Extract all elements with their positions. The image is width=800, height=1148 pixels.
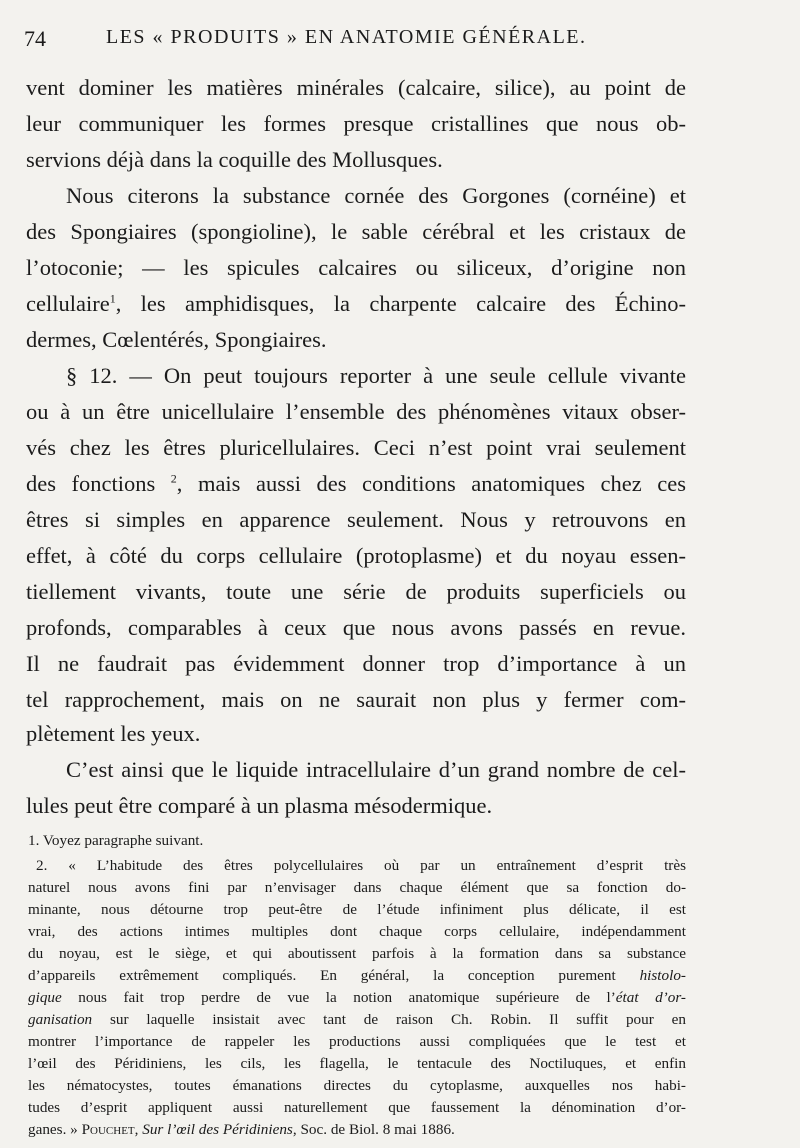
body-line-with-footnote-ref	[26, 290, 686, 318]
body-line: leur communiquer les formes presque cristallines que nous ob-	[26, 111, 686, 136]
footnote-2-citation-line: ganes. » Pouchet, Sur l’œil des Péridiniens, Soc. de Biol. 8 mai 1886.	[28, 1121, 455, 1138]
section-12-start: § 12. — On peut toujours reporter à une seule cellule vivante	[66, 363, 686, 388]
body-line-rest: , les amphidisques, la charpente calcaire des Échino-	[115, 291, 686, 316]
footnote-2-line: minante, nous détourne trop peut-être de l’étude infiniment plus délicate, il est	[28, 901, 686, 918]
body-line-with-footnote-ref	[26, 470, 686, 498]
body-line: dermes, Cœlentérés, Spongiaires.	[26, 327, 327, 352]
body-line: effet, à côté du corps cellulaire (protoplasme) et du noyau essen-	[26, 543, 686, 568]
footnote-2-line: du noyau, est le siège, et qui aboutissent parfois à la formation dans sa substance	[28, 945, 686, 962]
body-line: tiellement vivants, toute une série de produits superficiels ou	[26, 579, 686, 604]
running-head: LES « PRODUITS » EN ANATOMIE GÉNÉRALE.	[106, 26, 587, 48]
body-line-rest: , mais aussi des conditions anatomiques chez ces	[176, 471, 686, 496]
text: nous fait trop perdre de vue la notion anatomique supérieure de l’	[61, 989, 616, 1006]
body-line: êtres si simples en apparence seulement. Nous y retrouvons en	[26, 507, 686, 532]
footnote-1: 1. Voyez paragraphe suivant.	[28, 832, 204, 849]
text: ganes. »	[28, 1121, 82, 1138]
italic-term: état d’or-	[615, 989, 686, 1006]
footnote-2-line	[28, 965, 686, 986]
page-number: 74	[24, 26, 46, 51]
text: sur laquelle insistait avec tant de raison Ch. Robin. Il suffit pour en	[92, 1011, 686, 1028]
footnote-2-line: les nématocystes, toutes émanations directes du cytoplasme, auxquelles nos habi-	[28, 1077, 686, 1094]
body-line: vés chez les êtres pluricellulaires. Ceci n’est point vrai seulement	[26, 435, 686, 460]
italic-term: ganisation	[28, 1011, 93, 1028]
footnote-ref-1[interactable]: 1	[109, 291, 116, 306]
footnote-2-line	[28, 987, 686, 1008]
body-line: ou à un être unicellulaire l’ensemble des phénomènes vitaux obser-	[26, 399, 686, 424]
body-line: servions déjà dans la coquille des Mollusques.	[26, 147, 443, 172]
footnote-2-line: vrai, des actions intimes multiples dont chaque corps cellulaire, indépendamment	[28, 923, 686, 940]
word: des fonctions	[26, 471, 171, 496]
citation-title: Sur l’œil des Péridiniens	[142, 1121, 293, 1138]
footnote-2-line: tudes d’esprit appliquent aussi naturellement que faussement la dénomination d’or-	[28, 1099, 686, 1116]
footnote-2-line	[28, 1009, 686, 1030]
page-header	[24, 26, 624, 60]
body-line: des Spongiaires (spongioline), le sable cérébral et les cristaux de	[26, 219, 686, 244]
citation-author: Pouchet	[81, 1121, 135, 1138]
footnote-ref-2[interactable]: 2	[170, 471, 177, 486]
italic-term: gique	[28, 989, 62, 1006]
body-line: Il ne faudrait pas évidemment donner trop d’importance à un	[26, 651, 686, 676]
body-line: plètement les yeux.	[26, 721, 201, 746]
word: cellulaire	[26, 291, 110, 316]
italic-term: histolo-	[639, 967, 686, 984]
footnote-2-line: naturel nous avons fini par n’envisager dans chaque élément que sa fonction do-	[28, 879, 686, 896]
body-line: vent dominer les matières minérales (calcaire, silice), au point de	[26, 75, 686, 100]
body-line: tel rapprochement, mais on ne saurait non plus y fermer com-	[26, 687, 686, 712]
paragraph-start-line: Nous citerons la substance cornée des Gorgones (cornéine) et	[66, 183, 686, 208]
citation-source: , Soc. de Biol. 8 mai 1886.	[292, 1121, 455, 1138]
footnote-2-line: l’œil des Péridiniens, les cils, les flagella, le tentacule des Noctiluques, et enfin	[28, 1055, 686, 1072]
body-line: l’otoconie; — les spicules calcaires ou siliceux, d’origine non	[26, 255, 686, 280]
body-line: profonds, comparables à ceux que nous avons passés en revue.	[26, 615, 686, 640]
footnote-2-line: 2. « L’habitude des êtres polycellulaires où par un entraînement d’esprit très	[36, 857, 686, 874]
text: d’appareils extrêmement compliqués. En général, la conception purement	[28, 967, 640, 984]
footnote-2-line: montrer l’importance de rappeler les productions aussi compliquées que le test et	[28, 1033, 686, 1050]
paragraph-start-line: C’est ainsi que le liquide intracellulaire d’un grand nombre de cel-	[66, 757, 686, 782]
body-line: lules peut être comparé à un plasma mésodermique.	[26, 793, 493, 818]
